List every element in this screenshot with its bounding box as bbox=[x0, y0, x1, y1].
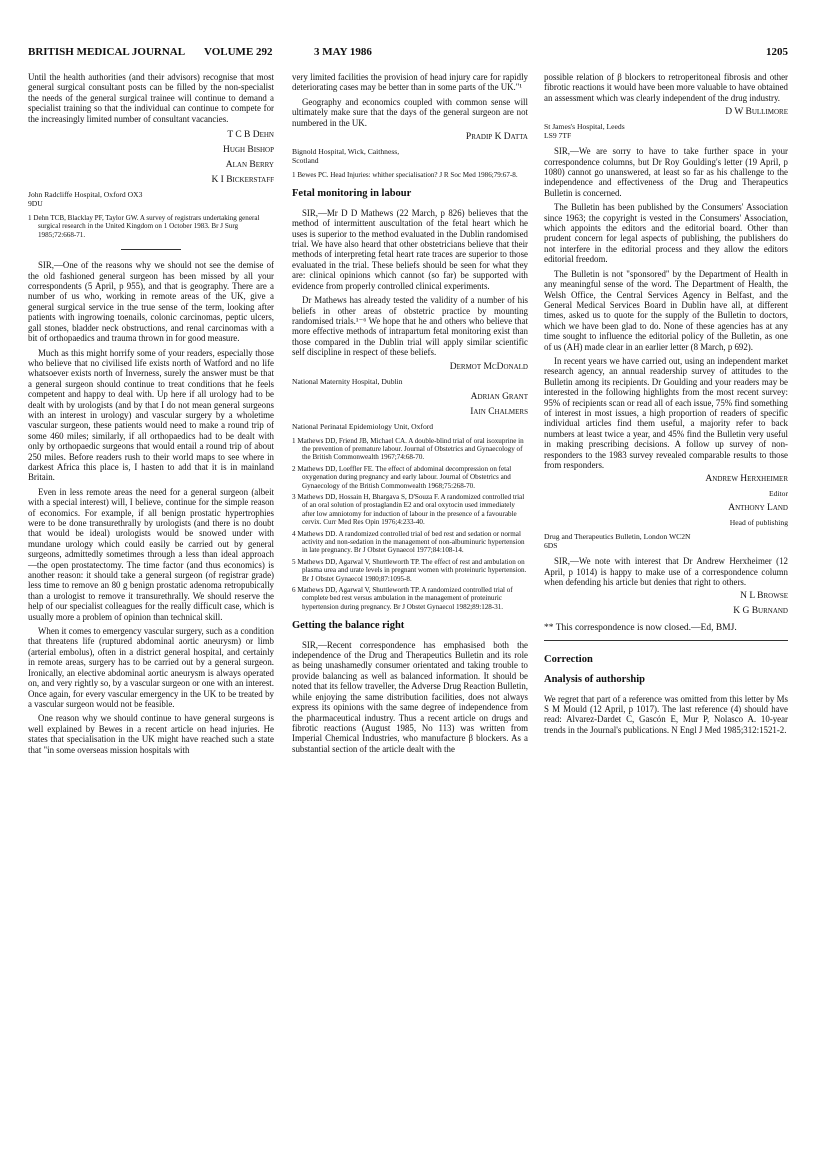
paragraph: SIR,—One of the reasons why we should not see the demise of the old fashioned general surgeon has been missed by all your correspondents (5 April, p 955), and that is geography. There are a number of us who, working in remote areas of the UK, give a general surgical service in the true sense of the term, looking after patients with ingrowing toenails, colonic carcinomas, peptic ulcers, gall stones, bladder neck obstructions, and renal carcinomas with a bit of orthopaedics and trauma thrown in for good measure. bbox=[28, 260, 274, 344]
address: National Perinatal Epidemiology Unit, Oxford bbox=[292, 421, 434, 431]
section-title: Fetal monitoring in labour bbox=[292, 188, 412, 200]
address: John Radcliffe Hospital, Oxford OX3 9DU bbox=[28, 190, 143, 209]
signature: Dermot McDonald bbox=[449, 361, 528, 372]
paragraph: Much as this might horrify some of your readers, especially those who believe that no civilised life exists north of Watford and no life whatsoever exists north of Inverness, surely the answer must be that a general surgeon should continue to treat conditions that he feels competent and happy to deal with. Up here if all urology had to be dealt with by urologists (and by that I do not mean general surgeons with an interest in urology) and vascular surgery by a wholetime vascular surgeon, these patients would need to make a round trip of some 460 miles; similarly, if all orthopaedics had to be dealt with only by orthopaedic surgeons that would entail a round trip of about 250 miles. Before readers rush to their world maps to see where in darkest Africa this place is, I hasten to add that it is in mainland Britain. bbox=[28, 347, 274, 483]
paragraph: SIR,—We note with interest that Dr Andrew Herxheimer (12 April, p 1014) is happy to make use of a correspondence column when defending his article but denies that right to others. bbox=[544, 556, 788, 588]
signature: Alan Berry bbox=[225, 160, 274, 171]
column-1 bbox=[28, 72, 274, 759]
paragraph: SIR,—We are sorry to have to take further space in your correspondence columns, but Dr Roy Goulding's letter (19 April, p 1080) cannot go unanswered, at least so far as his challenge to the independence and effectiveness of the Drug and Therapeutics Bulletin is concerned. bbox=[544, 146, 788, 198]
paragraph: The Bulletin is not "sponsored" by the Department of Health in any meaningful sense of the word. The Department of Health, the Welsh Office, the Central Services Agency in Belfast, and the General Medical Services Board in Dublin have all, at different times, asked us to quote for the supply of the Bulletin to doctors, which we have been glad to do. None of these agencies has at any time sought to influence the editorial policy of the Bulletin, as one of us (AH) made clear in an earlier letter (8 March, p 692). bbox=[544, 268, 788, 352]
volume: VOLUME 292 bbox=[204, 46, 273, 58]
paragraph: When it comes to emergency vascular surgery, such as a condition that threatens life (ruptured abdominal aortic aneurysm) or limb (arterial embolus), often in a district general hospital, and certainly in remote areas, surgery has to be carried out by a general surgeon. Ironically, an elective abdominal aortic aneurysm is always operated on, and very rightly so, by a vascular surgeon or one with an interest. Once again, for every vascular emergency in the UK to be treated by a vascular surgeon would not be feasible. bbox=[28, 626, 274, 709]
signature: K I Bickerstaff bbox=[211, 175, 274, 186]
signature: Anthony Land bbox=[728, 502, 788, 513]
section-title: Analysis of authorship bbox=[544, 674, 645, 686]
address: Bignold Hospital, Wick, Caithness, Scotland bbox=[292, 147, 400, 166]
paragraph: Even in less remote areas the need for a general surgeon (albeit with a special interest) will, I believe, continue for the simple reason of economics. For example, if all benign prostatic hypertrophies were to be done transurethrally by urologists (and there is no doubt that would be ideal) urologists would be snowed under with mundane urology which could easily be carried out by general surgeons, admittedly sometimes through a less than ideal approach—the open prostatectomy. The time factor (and thus economics) is another reason: it should take a general surgeon (of registrar grade) less time to remove an 80 g benign prostatic adenoma retropubically than a urologist to remove it transurethrally. We should reserve the help of our specialist colleagues for the really difficult case, which is usually more a problem of opinion than technical skill. bbox=[28, 486, 274, 622]
paragraph: Dr Mathews has already tested the validity of a number of his beliefs in other areas of obstetric practice by mounting randomised trials.¹⁻⁶ We hope that he and others who believe that more effective methods of intrapartum fetal monitoring exist than those compared in the Dublin trial will apply similar scientific self discipline in respect of these beliefs. bbox=[292, 295, 528, 358]
signature: Adrian Grant bbox=[470, 391, 528, 402]
reference: 2 Mathews DD, Loeffler FE. The effect of abdominal decompression on fetal oxygenation during pregnancy and early labour. Journal of Obstetrics and Gynaecology of the British Commonwealth 1968;75:268-70. bbox=[292, 464, 512, 490]
paragraph: SIR,—Recent correspondence has emphasised both the independence of the Drug and Therapeutics Bulletin and its role as being unashamedly consumer orientated and taking trouble to provide balancing as well as balanced information. It should be noted that its fellow traveller, the Adverse Drug Reaction Bulletin, while enjoying the same distribution facilities, does not always express its opinions with the same degree of independence from the pharmaceutical industry. Thus a recent article on drugs and fibrotic reactions (August 1985, No 113) was written from Imperial Chemical Industries, who manufacture β blockers. As a substantial section of the article dealt with the bbox=[292, 639, 529, 754]
page-number: 1205 bbox=[766, 46, 788, 58]
issue-date: 3 MAY 1986 bbox=[314, 46, 372, 58]
divider bbox=[544, 640, 788, 641]
column-3 bbox=[544, 72, 788, 739]
journal-name: BRITISH MEDICAL JOURNAL bbox=[28, 46, 186, 58]
section-title: Getting the balance right bbox=[292, 620, 405, 632]
column-2 bbox=[292, 72, 528, 758]
role: Head of publishing bbox=[729, 517, 788, 527]
reference: 6 Mathews DD, Agarwal V, Shuttleworth TP. A randomized controlled trial of complete bed rest versus ambulation in the management of proteinuric hypertension during pregnancy. Br J Obstet Gynaecol 1982;89:128-31. bbox=[292, 586, 513, 611]
role: Editor bbox=[769, 489, 788, 499]
signature: Andrew Herxheimer bbox=[705, 474, 788, 485]
address: St James's Hospital, Leeds LS9 7TF bbox=[544, 122, 625, 141]
signature: K G Burnand bbox=[733, 606, 788, 617]
page-header bbox=[28, 46, 788, 62]
section-title: Correction bbox=[544, 653, 593, 665]
signature: T C B Dehn bbox=[227, 130, 274, 141]
signature: Hugh Bishop bbox=[223, 145, 274, 156]
reference: 3 Mathews DD, Hossain H, Bhargava S, D'Souza F. A randomized controlled trial of an oral solution of prostaglandin E2 and oral oxytocin used immediately after low amniotomy for induction of labour in the presence of a favourable cervix. Curr Med Res Opin 1976;4:233-40. bbox=[292, 492, 525, 527]
address: Drug and Therapeutics Bulletin, London WC2N 6DS bbox=[544, 532, 691, 551]
signature: N L Browse bbox=[740, 591, 788, 602]
reference: 1 Bewes PC. Head Injuries: whither specialisation? J R Soc Med 1986;79:67-8. bbox=[292, 171, 518, 180]
closing-note: ** This correspondence is now closed.—Ed, BMJ. bbox=[544, 623, 737, 634]
address: National Maternity Hospital, Dublin bbox=[292, 376, 403, 386]
signature: Iain Chalmers bbox=[470, 406, 528, 417]
paragraph: In recent years we have carried out, using an independent market research agency, an annual readership survey of attitudes to the Bulletin among its recipients. Dr Goulding and your readers may be interested in the following highlights from the most recent survey: 95% of recipients scan or read all of each issue, 75% find something of interest in most issues, a high proportion of readers of specific individual articles find them useful, a majority refer to back numbers at least twice a year, and 45% find the Bulletin very useful in making prescribing decisions. A follow up survey of non-responders to the 1983 survey revealed comparable results to those from responders. bbox=[544, 355, 788, 470]
paragraph: We regret that part of a reference was omitted from this letter by Ms S M Mould (12 April, p 1017). The last reference (4) should have read: Alvarez-Dardet C, Gascón E, Mur P, Nolasco A. 10-year trends in the Journal's publications. N Engl J Med 1985;312:1521-2. bbox=[544, 693, 788, 735]
paragraph: possible relation of β blockers to retroperitoneal fibrosis and other fibrotic reactions it would have been more valuable to have obtained an assessment which was clearly independent of the drug industry. bbox=[544, 72, 788, 103]
paragraph: Until the health authorities (and their advisors) recognise that most general surgical consultant posts can be filled by the non-specialist the needs of the general surgical trainee will continue to demand a specialist training so that the individual can continue to compete for the increasingly limited number of consultant vacancies. bbox=[28, 72, 274, 124]
reference: 1 Mathews DD, Friend JB, Michael CA. A double-blind trial of oral isoxuprine in the prevention of premature labour. Journal of Obstetrics and Gynaecology of the British Commonwealth 1967;74:68-70. bbox=[292, 436, 524, 462]
paragraph: Geography and economics coupled with common sense will ultimately make sure that the days of the general surgeon are not numbered in the UK. bbox=[292, 96, 528, 128]
signature: Pradip K Datta bbox=[465, 132, 528, 143]
paragraph: SIR,—Mr D D Mathews (22 March, p 826) believes that the method of intermittent auscultation of the fetal heart which he uses is superior to the method evaluated in the Dublin randomised trial. We have also heard that other obstetricians believe that their methods of interpreting fetal heart rate traces are superior to those evaluated in the trial. These beliefs should be seen for what they are: clinical opinions which cannot (so far) be supported with evidence from properly controlled clinical experiments. bbox=[292, 207, 528, 291]
reference: 4 Mathews DD. A randomized controlled trial of bed rest and sedation or normal activity and non-sedation in the management of non-albuminuric hypertension in late pregnancy. Br J Obstet Gynaecol 1977;84:108-14. bbox=[292, 529, 525, 555]
signature: D W Bullimore bbox=[725, 107, 788, 118]
reference: 1 Dehn TCB, Blacklay PF, Taylor GW. A survey of registrars undertaking general surgical research in the United Kingdom on 1 October 1983. Br J Surg 1985;72:668-71. bbox=[28, 214, 260, 239]
paragraph: very limited facilities the provision of head injury care for rapidly deteriorating cases may be better than in some parts of the UK."¹ bbox=[292, 72, 528, 93]
paragraph: One reason why we should continue to have general surgeons is well explained by Bewes in a recent article on head injuries. He states that specialisation in the UK might have reached such a state that "in some overseas mission hospitals with bbox=[28, 713, 274, 755]
divider bbox=[121, 249, 181, 250]
paragraph: The Bulletin has been published by the Consumers' Association since 1963; the copyright is vested in the Consumers' Association, which appoints the editors and the editorial board. Other than prudent concern for legal aspects of publishing, the publishers do not interfere in the editorial process and they allow the editors editorial freedom. bbox=[544, 202, 788, 265]
reference: 5 Mathews DD, Agarwal V, Shuttleworth TP. The effect of rest and ambulation on plasma urea and urate levels in pregnant women with proteinuric hypertension. Br J Obstet Gynaecol 1980;87:1095-8. bbox=[292, 557, 527, 583]
